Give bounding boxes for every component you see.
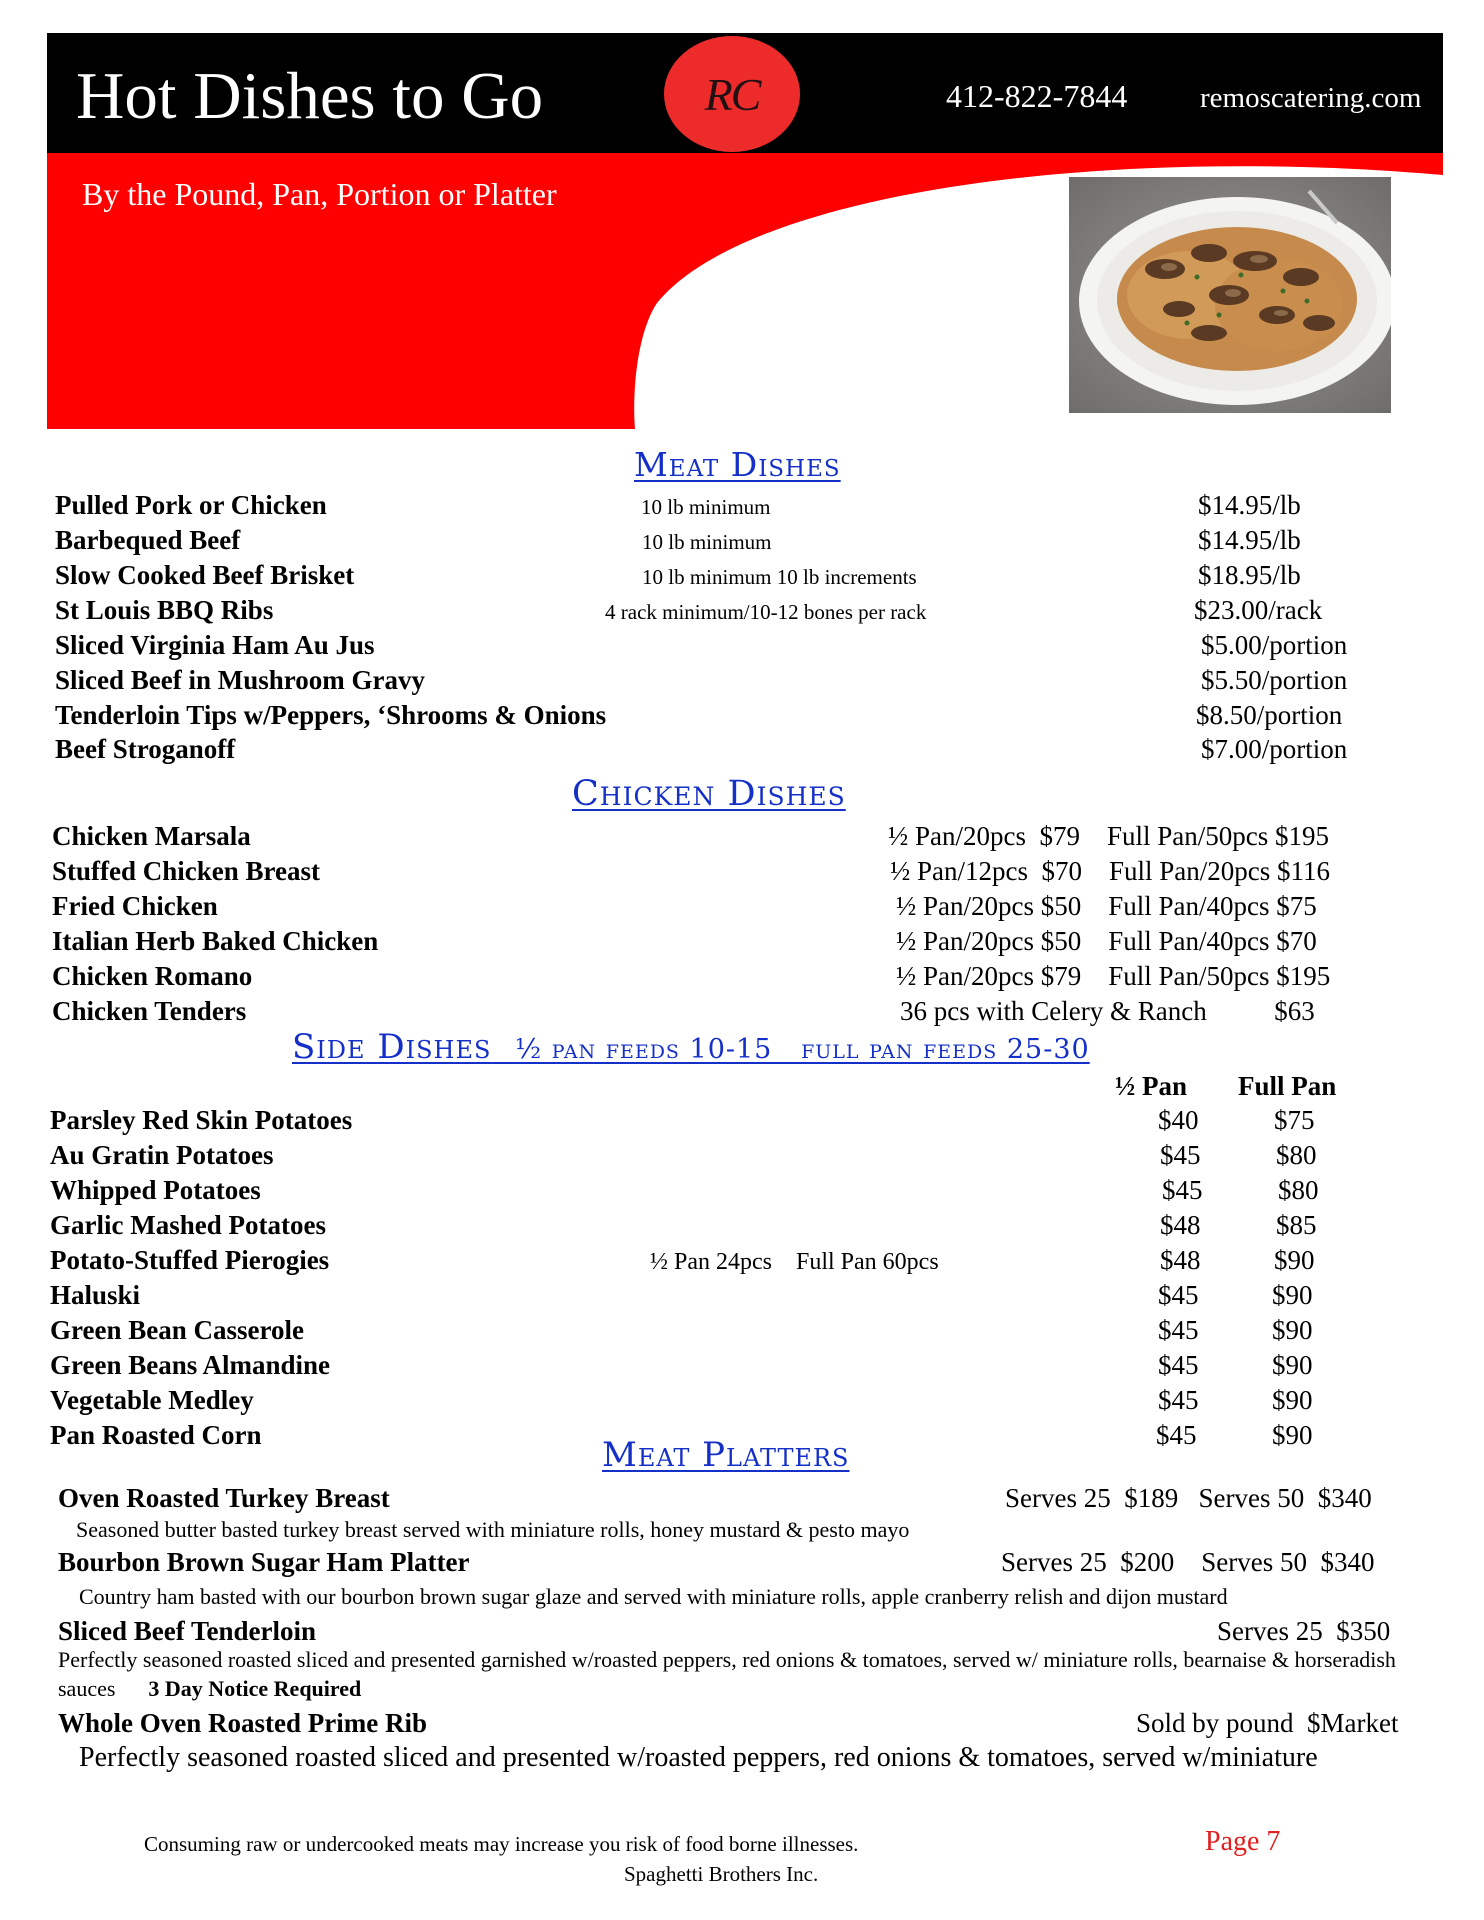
item-name: Vegetable Medley: [50, 1385, 254, 1415]
full-pan-price: $90: [1274, 1245, 1315, 1275]
full-pan-price: $90: [1272, 1315, 1313, 1345]
page-number: Page 7: [1205, 1826, 1281, 1857]
item-name: Haluski: [50, 1280, 141, 1310]
half-pan-price: $48: [1160, 1245, 1201, 1275]
page-title: Hot Dishes to Go: [76, 59, 544, 133]
item-price: ½ Pan/20pcs $79 Full Pan/50pcs $195: [888, 821, 1330, 851]
item-name: Barbequed Beef: [55, 525, 241, 555]
half-pan-price: $48: [1160, 1210, 1201, 1240]
item-name: Parsley Red Skin Potatoes: [50, 1105, 353, 1135]
item-price: Serves 25 $200 Serves 50 $340: [1001, 1547, 1375, 1577]
website: remoscatering.com: [1200, 82, 1422, 114]
item-note: 10 lb minimum 10 lb increments: [642, 565, 917, 589]
item-price: ½ Pan/12pcs $70 Full Pan/20pcs $116: [890, 856, 1331, 886]
item-note: ½ Pan 24pcs Full Pan 60pcs: [650, 1249, 939, 1275]
full-pan-price: $80: [1278, 1175, 1319, 1205]
column-header-half-pan: ½ Pan: [1115, 1071, 1188, 1101]
full-pan-price: $90: [1272, 1385, 1313, 1415]
item-name: Sliced Virginia Ham Au Jus: [55, 630, 375, 660]
item-price: $5.50/portion: [1201, 665, 1348, 695]
item-note: 4 rack minimum/10-12 bones per rack: [605, 600, 927, 624]
item-price: $8.50/portion: [1196, 700, 1343, 730]
item-price: ½ Pan/20pcs $50 Full Pan/40pcs $75: [896, 891, 1317, 921]
phone-number: 412-822-7844: [946, 78, 1128, 114]
item-name: Pan Roasted Corn: [50, 1420, 262, 1450]
full-pan-price: $90: [1272, 1350, 1313, 1380]
item-price: $5.00/portion: [1201, 630, 1348, 660]
item-name: Bourbon Brown Sugar Ham Platter: [58, 1547, 470, 1577]
half-pan-price: $45: [1158, 1350, 1199, 1380]
chicken-dishes-heading: Chicken Dishes: [572, 774, 846, 814]
item-name: Tenderloin Tips w/Peppers, ‘Shrooms & Onions: [55, 700, 607, 730]
item-name: Whole Oven Roasted Prime Rib: [58, 1708, 427, 1738]
item-name: Stuffed Chicken Breast: [52, 856, 321, 886]
meat-dishes-heading: Meat Dishes: [634, 445, 841, 484]
item-name: Garlic Mashed Potatoes: [50, 1210, 326, 1240]
item-name: Chicken Romano: [52, 961, 253, 991]
item-description: [58, 1645, 1418, 1703]
item-description: Country ham basted with our bourbon brown sugar glaze and served with miniature rolls, apple cranberry relish and dijon mustard: [79, 1584, 1228, 1609]
item-price: $23.00/rack: [1194, 595, 1323, 625]
item-price: Serves 25 $350: [1217, 1616, 1391, 1646]
item-name: Oven Roasted Turkey Breast: [58, 1483, 390, 1513]
item-note: 10 lb minimum: [642, 530, 772, 554]
half-pan-price: $45: [1158, 1385, 1199, 1415]
full-pan-price: $85: [1276, 1210, 1317, 1240]
side-dishes-heading: [292, 1027, 1090, 1067]
tagline: By the Pound, Pan, Portion or Platter: [82, 176, 557, 212]
item-description-text: Perfectly seasoned roasted sliced and presented garnished w/roasted peppers, red onions & tomatoes, served w/ miniature rolls, bearnaise & horseradish sauces: [58, 1647, 1396, 1701]
side-dishes-title: Side Dishes: [292, 1027, 492, 1067]
half-pan-price: $45: [1160, 1140, 1201, 1170]
company-name: Spaghetti Brothers Inc.: [624, 1862, 819, 1886]
item-name: Au Gratin Potatoes: [50, 1140, 274, 1170]
full-pan-price: $80: [1276, 1140, 1317, 1170]
meat-platters-heading: Meat Platters: [602, 1435, 850, 1475]
item-note: 10 lb minimum: [641, 495, 771, 519]
item-price: $14.95/lb: [1198, 490, 1301, 520]
half-pan-price: $40: [1158, 1105, 1199, 1135]
full-pan-price: $90: [1272, 1420, 1313, 1450]
logo-text: RC: [704, 68, 760, 120]
item-price: ½ Pan/20pcs $79 Full Pan/50pcs $195: [896, 961, 1331, 991]
item-price: $14.95/lb: [1198, 525, 1301, 555]
item-name: Green Bean Casserole: [50, 1315, 304, 1345]
item-name: Chicken Tenders: [52, 996, 247, 1026]
item-price: Serves 25 $189 Serves 50 $340: [1005, 1483, 1372, 1513]
item-name: Green Beans Almandine: [50, 1350, 331, 1380]
full-pan-price: $90: [1272, 1280, 1313, 1310]
item-name: Potato-Stuffed Pierogies: [50, 1245, 330, 1275]
item-price: Sold by pound $Market: [1136, 1708, 1399, 1738]
item-name: Beef Stroganoff: [55, 734, 236, 764]
notice-required: 3 Day Notice Required: [148, 1676, 362, 1701]
item-price: $7.00/portion: [1201, 734, 1348, 764]
full-pan-price: $75: [1274, 1105, 1315, 1135]
item-name: Chicken Marsala: [52, 821, 251, 851]
side-dishes-subtitle: ½ pan feeds 10-15 full pan feeds 25-30: [515, 1034, 1090, 1065]
item-price: ½ Pan/20pcs $50 Full Pan/40pcs $70: [896, 926, 1317, 956]
item-description: Seasoned butter basted turkey breast served with miniature rolls, honey mustard & pesto mayo: [76, 1517, 910, 1542]
food-safety-warning: Consuming raw or undercooked meats may increase you risk of food borne illnesses.: [144, 1832, 859, 1856]
item-name: Sliced Beef in Mushroom Gravy: [55, 665, 425, 695]
item-name: St Louis BBQ Ribs: [55, 595, 274, 625]
item-name: Fried Chicken: [52, 891, 218, 921]
half-pan-price: $45: [1158, 1280, 1199, 1310]
item-name: Sliced Beef Tenderloin: [58, 1616, 317, 1646]
item-name: Slow Cooked Beef Brisket: [55, 560, 355, 590]
half-pan-price: $45: [1158, 1315, 1199, 1345]
item-name: Pulled Pork or Chicken: [55, 490, 327, 520]
half-pan-price: $45: [1162, 1175, 1203, 1205]
half-pan-price: $45: [1156, 1420, 1197, 1450]
item-price: 36 pcs with Celery & Ranch $63: [900, 996, 1315, 1026]
rc-logo: [664, 36, 800, 152]
item-name: Italian Herb Baked Chicken: [52, 926, 379, 956]
item-name: Whipped Potatoes: [50, 1175, 261, 1205]
chicken-marsala-photo: [1069, 177, 1391, 413]
item-price: $18.95/lb: [1198, 560, 1301, 590]
item-description: Perfectly seasoned roasted sliced and presented w/roasted peppers, red onions & tomatoes, served w/miniature: [79, 1742, 1318, 1773]
column-header-full-pan: Full Pan: [1238, 1071, 1337, 1101]
